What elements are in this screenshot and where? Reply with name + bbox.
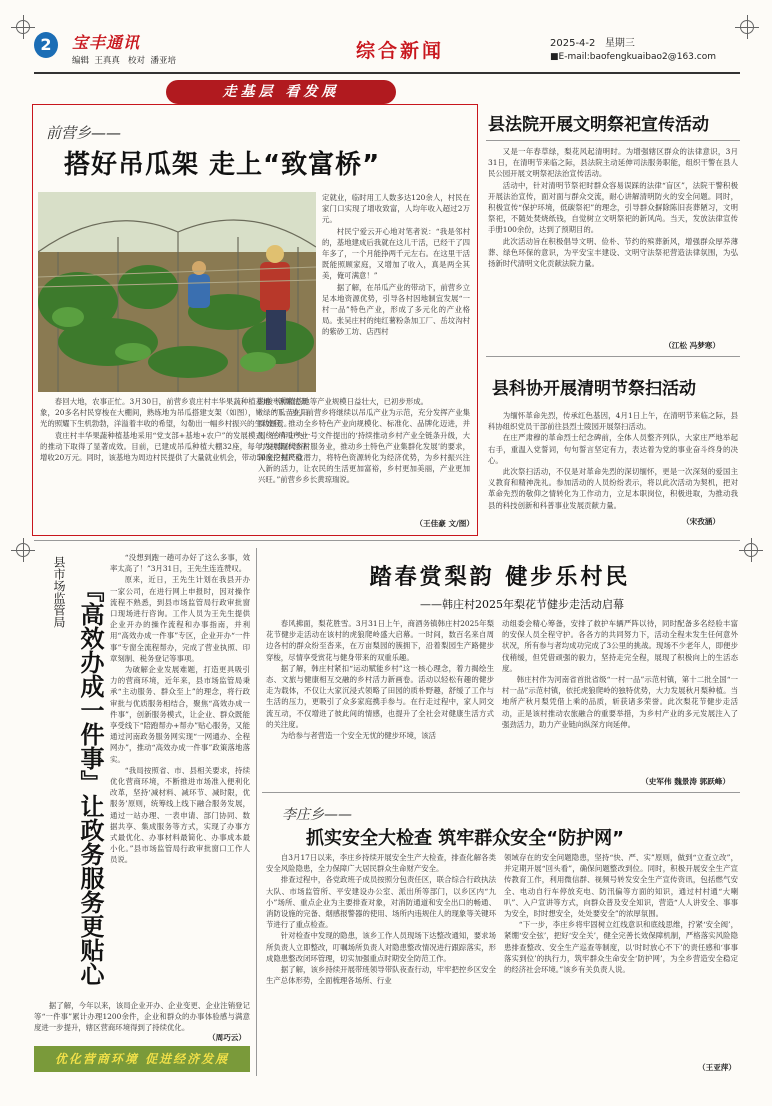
date-value: 2025-4-2 (550, 38, 596, 49)
paragraph: 活动中，针对清明节祭祀时群众容易误踩的法律“盲区”，法院干警积极开展法治宣传，面对面与群众交流，耐心讲解清明防火的安全问题。同时，积极宣传“保护环境，低碳祭祀”的理念，引导群众摒除陈旧丧葬陋习，文明祭祀，不随处焚烧纸钱，自觉树立文明祭祀的新风尚。当天，发放法律宣传手册100余份，达到了预期目的。 (488, 180, 738, 235)
safety-title: 抓实安全大检查 筑牢群众安全“防护网” (306, 828, 624, 849)
paragraph: 排查过程中，各党政班子成员按照分包责任区，联合综合行政执法大队、市场监管所、平安建设办公室、派出所等部门，以乡区内“九小”场所、重点企业为主要排查对象，对消防通道和安全出口的畅通、消防设施的完备、烟感报警器的使用、场所内违规住人的现象等关键环节进行了重点检查。 (266, 875, 496, 930)
divider (262, 792, 740, 793)
paragraph: 春回大地，农事正忙。3月30日，前营乡袁庄村丰华果蔬种植基地一派繁忙景象，20多名村民穿梭在大棚间，熟练地为吊瓜搭建支架（如图），嫩绿的瓜苗在阳光的照耀下生机勃勃，洋溢着丰收的希望，勾勒出一幅乡村振兴的生动图景。 (40, 397, 308, 429)
staff-credits (72, 54, 176, 66)
paragraph: 据了解，在吊瓜产业的带动下，前营乡立足本地资源优势，引导各村因地制宜发展“一村一品”特色产业，形成了多元化的产业格局。张吴庄村的纯红薯粉条加工厂、岳坟沟村的紫砂工坊、店西村 (322, 282, 470, 337)
page-header (30, 30, 742, 72)
pear-byline: （史军伟 魏景涛 郭跃峰） (641, 777, 730, 786)
crop-mark-icon (16, 543, 30, 557)
pear-title: 踏春赏梨韵 健步乐村民 (369, 564, 631, 590)
market-unit: 县市场监管局 (52, 556, 66, 628)
section-rule (34, 540, 740, 541)
lead-col2-top (322, 192, 470, 338)
banner-text: 走基层 看发展 (222, 84, 340, 100)
lead-byline: （王佳豪 文/图） (415, 519, 474, 528)
paragraph: 此次活动旨在积极倡导文明、俭朴、节约的殡葬新风，增强群众厚养薄葬、绿色环保的意识，为平安宝丰建设、文明守法祭祀营造法律氛围，为弘扬新时代清明文化贡献法院力量。 (488, 236, 738, 269)
paragraph: 动组委会精心筹备，安排了救护车辆严阵以待，同时配备多名经验丰富的安保人员全程守护。各各方的共同努力下，活动全程未发生任何意外状况，所有参与者均成功完成了3公里的挑战。现场不少老年人，即便步伐稍缓，但凭借顽强的毅力，坚持走完全程，展现了积极向上的生活态度。 (502, 619, 738, 673)
paragraph: 定就业，临时用工人数多达120余人，村民在家门口实现了增收致富，人均年收入超过2万元。 (322, 193, 470, 225)
market-body-top (110, 552, 250, 866)
paragraph: 在庄严肃穆的革命烈士纪念碑前，全体人员整齐列队，大家庄严地举起右手，重温入党誓词，句句誓言坚定有力，表达着为党的事业奋斗终身的决心。 (488, 433, 738, 465)
paragraph: 原来，近日，王先生计划在我县开办一家公司，在进行网上申报时，因对操作流程不熟悉，到县市场监管局行政审批窗口现场进行咨询。工作人员为王先生提供企业开办的操作流程和办事指南，并利用“高效办成一件事”专区，企业开办“一件事”专窗全流程帮办，完成了营业执照、印章刻制、税务登记等事项。 (110, 575, 250, 663)
paragraph: “我局按照省、市、县相关要求，持续优化营商环境，不断推进市场准入便利化改革，坚持‘减材料、减环节、减时限，优服务’原则，统筹线上线下融合服务发展，通过一站办理、一表申请、部门协同、数据共享、集成服务等方式，实现了办事方式最优化、办事材料最简化、办事成本最小化。”县市场监管局行政审批窗口工作人员说。 (110, 765, 250, 865)
paragraph: “下一步，李庄乡将牢固树立红线意识和底线思维，拧紧‘安全阀’，紧绷‘安全弦’，把好‘安全关’，健全完善长效保障机制，严格落实风险隐患排查整改、安全生产巡查等制度，以‘时时放心不下’的责任感和‘事事落实到位’的执行力，筑牢群众生命安全‘防护网’，为全乡营造安全稳定的经济社会环境。”该乡有关负责人说。 (504, 920, 738, 975)
divider (486, 356, 740, 357)
paragraph: 的酸枣种植基地等产业规模日益壮大，已初步形成。 (258, 397, 428, 406)
editor-name: 王真真 (94, 56, 120, 66)
safety-col2 (504, 852, 738, 975)
crop-mark-icon (744, 543, 758, 557)
paragraph: 据了解，韩庄村紧扣“运动赋能乡村”这一核心理念，着力揭绘生态、文旅与健康相互交融的乡村活力新画卷。活动以轻松有趣的健步走为载体，不仅让大家沉浸式领略了田园的质朴野趣，舒缓了工作与生活的压力，更吸引了众多家庭携手参与。在行走过程中，家人同交流互动，不仅增进了彼此间的情感，也提升了全社会对健康生活方式的关注度。 (266, 663, 494, 729)
paragraph: 领域存在的安全问题隐患，坚持“快、严、实”原则，做到“立查立改”，并定期开展“回头看”，确保问题整改到位。同时，积极开展安全生产宣传教育工作，利用微信群、视频号转发安全生产宣传资讯，包括燃气安全、电动自行车停放充电、防汛偏等方面的知识，通过村村通“大喇叭”、入户宣讲等方式，向群众普及安全知识，营造“人人讲安全、事事为安全，时时想安全，处处要安全”的浓厚氛围。 (504, 853, 738, 919)
paragraph: 为破解企业发展难题，打造更具吸引力的营商环境，近年来，县市场监管局秉承“主动服务、群众至上”的理念，将行政审批与优质服务相结合，聚焦“高效办成一件事”，创新服务模式，让企业、群众既能享受线下“陪跑帮办+帮办”贴心服务，又能通过河南政务服务网实现“一网通办、全程网办”，推动“高效办成一件事”政策落地落实。 (110, 665, 250, 764)
divider (486, 140, 740, 141)
proof-label: 校对 (128, 56, 146, 66)
section-title: 综合新闻 (356, 40, 445, 62)
footer-slogan-banner: 优化营商环境 促进经济发展 (34, 1046, 250, 1072)
paragraph: 春风拂面，梨花胜雪。3月31日上午，商酒务镇韩庄村2025年梨花节健步走活动在该村的虎狼爬岭盛大启幕。一时间，数百名来自周边各村的群众纷至沓来，在万亩梨园的簇拥下，沿着梨园生产路健步穿梭，尽情享受赏花与健身带来的双重乐趣。 (266, 619, 494, 662)
column-rule (256, 548, 257, 1076)
pear-subtitle: ——韩庄村2025年梨花节健步走活动启幕 (420, 598, 624, 611)
paragraph: 为给参与者营造一个安全无忧的健步环境，该活 (280, 731, 437, 741)
paragraph: 村民宁爱云开心地对笔者说：“我是邻村的，基地建成后我就在这儿干活，已经干了四年多了，一个月能挣两千元左右。在这里干活既能照顾家庭，又增加了收入，真是两全其美，俺可满意！” (322, 226, 470, 281)
market-byline: （周巧云） (208, 1033, 246, 1042)
editor-label: 编辑 (72, 56, 90, 66)
pear-col2 (502, 618, 738, 730)
lead-title: 搭好吊瓜架 走上“致富桥” (64, 150, 381, 180)
paragraph: 为缅怀革命先烈，传承红色基因，4月1日上午，在清明节来临之际，县科协组织党员干部前往县烈士陵园开展祭扫活动。 (488, 411, 738, 432)
paragraph: 袁庄村丰华果蔬种植基地采用“党支部+基地+农户”的发展模式，在吊瓜产业的推动下取得了显著成效。目前，已建成吊瓜种植大棚32座，每年为村集体经济增收20万元。同时，该基地为周边村民提供了大量就业机会，带动50余户村民稳 (40, 430, 308, 463)
weekday: 星期三 (604, 38, 635, 49)
safety-col1 (266, 852, 496, 986)
crop-mark-icon (740, 20, 754, 34)
safety-kicker: 李庄乡—— (282, 807, 352, 823)
paragraph: 韩庄村作为河南省首批省级“一村一品”示范村镇，第十二批全国“一村一品”示范村镇，依托虎狼爬岭的独特优势，大力发展秋月梨种植。当地所产秋月梨凭借上乘的品质，斩获诸多荣誉。此次梨花节健步走活动，正是该村推动农旅融合的重要举措，为乡村产业的多元发展注入了强劲活力，助力产业链向纵深方向延伸。 (502, 675, 738, 729)
paragraph: 针对检查中发现的隐患，该乡工作人员现场下达整改通知，要求场所负责人立即整改，叮嘱场所负责人对隐患整改情况进行跟踪落实，形成隐患整改闭环管理，切实加强重点时期安全防范工作。 (266, 931, 496, 963)
market-title: 『高效办成一件事』让政务服务更贴心 (76, 578, 104, 986)
column-banner (166, 80, 396, 104)
paper-name: 宝丰通讯 (72, 33, 141, 52)
issue-date (550, 34, 635, 49)
paragraph: 自3月17日以来，李庄乡持续开展安全生产大检查，排查化解各类安全风险隐患，全力保障广大居民群众生命财产安全。 (266, 853, 496, 874)
kexie-body (488, 410, 738, 511)
greenhouse-photo (38, 192, 316, 392)
paragraph: 据了解，今年以来，该局企业开办、企业变更、企业注销登记等“一件事”累计办理1200余件，企业和群众的办事体验感与满意度进一步提升，辖区营商环境得到了持续优化。 (34, 1001, 250, 1033)
lead-kicker: 前营乡—— (46, 124, 122, 142)
contact-email: ■E-mail:baofengkuaibao2@163.com (550, 52, 716, 62)
proof-name: 潘亚培 (150, 56, 176, 66)
paragraph: “没想到跑一趟可办好了这么多事，效率太高了！”3月31日，王先生连连赞叹。 (110, 553, 250, 574)
court-title: 县法院开展文明祭祀宣传活动 (488, 115, 709, 135)
lead-col2-bottom (258, 396, 470, 486)
kexie-title: 县科协开展清明节祭扫活动 (492, 379, 696, 399)
court-body (488, 146, 738, 269)
paragraph: “下一步，前营乡将继续以吊瓜产业为示范，充分发挥产业集群效应，推动全乡特色产业向规模化、标准化、品牌化迈进，并围绕今年中央一号文件提出的‘持续推动乡村产业全链条升级，大力发展现代乡村服务业，推动乡土特色产业集群化发展’的要求，深度挖掘产业潜力，将特色资源转化为经济优势，为乡村振兴注入新的活力，让农民的生活更加富裕，乡村更加美丽，产业更加兴旺。”前营乡乡长黄琼瑞说。 (258, 408, 470, 485)
paragraph: 又是一年春草绿，梨花风起清明时。为增强辖区群众的法律意识，3月31日，在清明节来临之际，县法院主动延伸司法服务职能，组织干警在县人民公园开展文明祭祀法治宣传活动。 (488, 147, 738, 179)
market-body-bottom (34, 1000, 250, 1034)
header-rule (34, 72, 740, 74)
crop-mark-icon (16, 20, 30, 34)
kexie-byline: （宋孜涵） (682, 517, 720, 526)
page-number-badge: 2 (34, 32, 58, 58)
court-byline: （江松 冯梦寒） (664, 341, 720, 350)
pear-col1 (266, 618, 494, 741)
safety-byline: （王亚萍） (698, 1063, 736, 1072)
paragraph: 此次祭扫活动，不仅是对革命先烈的深切缅怀，更是一次深刻的爱国主义教育和精神洗礼。参加活动的人员纷纷表示，将以此次活动为契机，把对革命先烈的敬仰之情转化为工作动力，立足本职岗位，积极进取，为推动我县的科技创新和科普事业发展贡献力量。 (488, 467, 738, 510)
paragraph: 据了解，该乡持续开展带班领导带队夜查行动，牢牢把控乡区安全生产总体形势，全面梳理各场所、行业 (266, 965, 496, 986)
